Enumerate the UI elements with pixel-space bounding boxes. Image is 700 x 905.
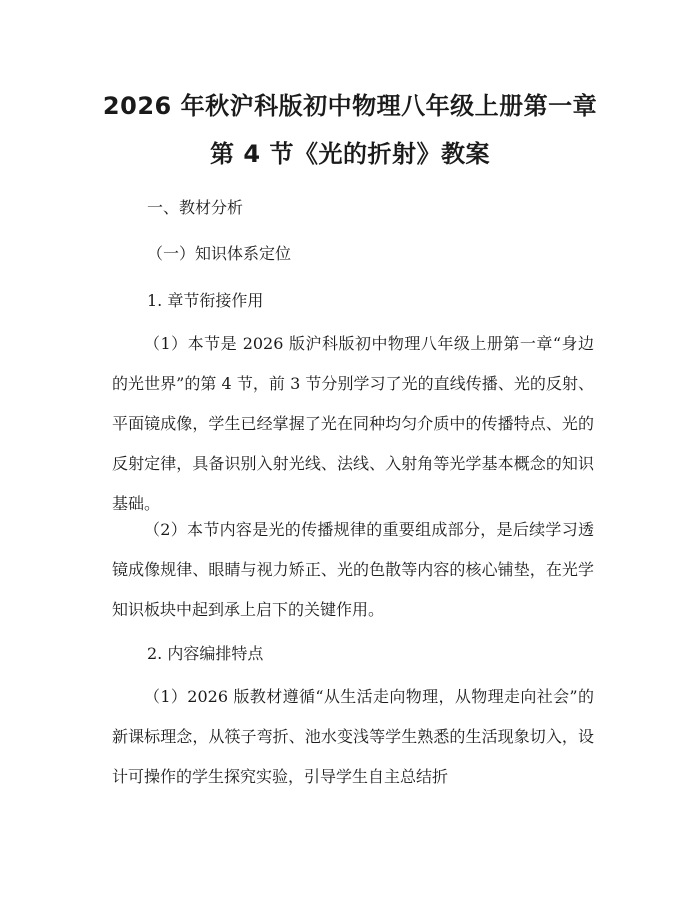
item-heading-content-arrangement: 2. 内容编排特点 — [147, 644, 264, 663]
subsection-heading-knowledge-system: （一）知识体系定位 — [147, 244, 292, 263]
document-title-line1: 2026 年秋沪科版初中物理八年级上册第一章 — [102, 92, 598, 120]
paragraph-textbook-concept: （1）2026 版教材遵循“从生活走向物理，从物理走向社会”的新课标理念，从筷子弯折、池水变浅等学生熟悉的生活现象切入，设计可操作的学生探究实验，引导学生自主总结折 — [112, 687, 594, 786]
item-heading-chapter-connection: 1. 章节衔接作用 — [147, 291, 264, 310]
paragraph-content-importance: （2）本节内容是光的传播规律的重要组成部分，是后续学习透镜成像规律、眼睛与视力矫正、光的色散等内容的核心铺垫，在光学知识板块中起到承上启下的关键作用。 — [112, 520, 594, 619]
paragraph-chapter-position: （1）本节是 2026 版沪科版初中物理八年级上册第一章“身边的光世界”的第 4 节，前 3 节分别学习了光的直线传播、光的反射、平面镜成像，学生已经掌握了光在同种均匀介质中的传播特点、光的反射定律，具备识别入射光线、法线、入射角等光学基本概念的知识基础。 — [112, 334, 594, 513]
document-title-line2: 第 4 节《光的折射》教案 — [210, 140, 490, 168]
section-heading-teaching-material-analysis: 一、教材分析 — [147, 198, 244, 217]
